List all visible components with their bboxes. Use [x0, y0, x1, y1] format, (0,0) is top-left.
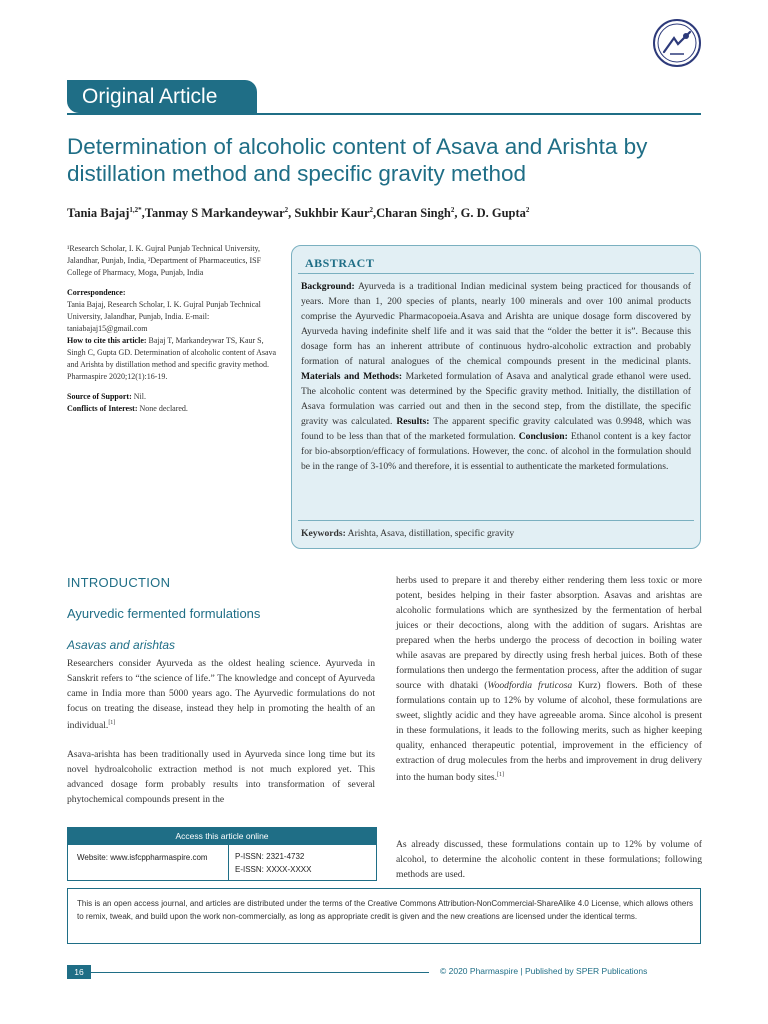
- citation: [67, 335, 277, 383]
- body-paragraph: [67, 656, 375, 733]
- section-heading: INTRODUCTION: [67, 575, 171, 590]
- keywords-rule: [298, 520, 694, 521]
- access-divider: [228, 845, 229, 880]
- license-text: This is an open access journal, and articles are distributed under the terms of the Creative Commons Attribution-NonCommercial-ShareAlike 4.0 License, which allows others to remix, tweak, and build upon the work non-commercially, as long as appropriate credit is given and the new creations are licensed under the identical terms.: [77, 899, 693, 921]
- access-online-heading: Access this article online: [68, 828, 376, 845]
- author-name: G. D. Gupta: [460, 206, 526, 221]
- author-affiliation-mark: 2: [284, 206, 289, 214]
- body-paragraph: As already discussed, these formulations contain up to 12% by volume of alcohol, to determine the alcoholic content in these formulations; following methods are used.: [396, 839, 702, 880]
- species-name: Woodfordia fruticosa: [487, 680, 573, 691]
- citation-text: Bajaj T, Markandeywar TS, Kaur S, Singh C, Gupta GD. Determination of alcoholic content of Asava and Arishta by distillation method and specific gravity method. Pharmaspire 2020;12(1):16-19.: [67, 336, 277, 381]
- print-issn: P-ISSN: 2321-4732: [235, 852, 305, 861]
- body-paragraph: Asava-arishta has been traditionally used in Ayurveda since long time but its novel hydroalcoholic extraction method is not much explored yet. This advanced dosage form probably results into transformation of several phytochemical compounds present in the: [67, 749, 375, 805]
- methods-label: Materials and Methods:: [301, 371, 403, 382]
- correspondence: [67, 287, 277, 335]
- author-affiliation-mark: 2: [450, 206, 455, 214]
- abstract-body: [301, 279, 691, 474]
- subsubsection-heading: Asavas and arishtas: [67, 638, 176, 652]
- subsection-heading: Ayurvedic fermented formulations: [67, 606, 261, 621]
- author-affiliation-mark: 2: [525, 206, 530, 214]
- affiliations: ¹Research Scholar, I. K. Gujral Punjab Technical University, Jalandhar, Punjab, India, ²Department of Pharmaceutics, ISF College of Pharmacy, Moga, Punjab, India: [67, 244, 262, 277]
- abstract-rule: [298, 273, 694, 274]
- article-type-label: Original Article: [82, 85, 218, 108]
- correspondence-text: Tania Bajaj, Research Scholar, I. K. Gujral Punjab Technical University, Jalandhar, Punjab, India. E-mail: taniabajaj15@gmail.com: [67, 300, 261, 333]
- paragraph-text: Kurz) flowers. Both of these formulations contain up to 12% by volume of alcohol, these formulations are sweet, slightly acidic and they have agreeable aroma. Since alcohol is present in these formulations, it leads to the following merits, such as higher keeping quality, enhanced therapeutic potential, improvement in the efficiency of extraction of drug molecules from the herbs and improvement in drug delivery into the human body sites.: [396, 680, 702, 784]
- header-rule: [67, 113, 701, 115]
- conflicts-label: Conflicts of Interest:: [67, 404, 138, 413]
- abstract-heading: ABSTRACT: [305, 256, 375, 270]
- author-name: Tania Bajaj: [67, 206, 130, 221]
- footer-copyright: © 2020 Pharmaspire | Published by SPER Publications: [440, 966, 648, 976]
- author-list: Tania Bajaj$^{1,2*}$,Tanmay S Markandeywar$^2$, Sukhbir Kaur$^2$,Charan Singh$^2$, G. D. Gupta$^2$: [67, 206, 530, 221]
- footer-rule: [91, 972, 429, 973]
- article-title: Determination of alcoholic content of Asava and Arishta by distillation method and specific gravity method: [67, 134, 648, 186]
- citation-ref: [1]: [497, 772, 504, 778]
- article-info-column: [67, 243, 277, 415]
- paragraph-text: herbs used to prepare it and thereby either rendering them less toxic or more potent, besides helping in their faster absorption. Asavas and arishtas are alcoholic formulations which are synthesized by the fermentation of herbal juices or their decoctions, along with the addition of sugars. Arishtas are prepared when the herbs undergo the process of decoction in boiling water while asavas are prepared by directly using fresh herbal juices. Both of these formulations then undergo the fermentation process, after the addition of sugar source with dhataki (: [396, 575, 702, 691]
- author-name: Charan Singh: [376, 206, 451, 221]
- support-text: Nil.: [133, 392, 146, 401]
- author-affiliation-mark: 1,2*: [129, 206, 142, 214]
- author-affiliation-mark: 2: [369, 206, 374, 214]
- conclusion-text: Ethanol content is a key factor for bio-absorption/efficacy of formulations. However, the conc. of alcohol in the formulation should be in the range of 3-10% and therefore, it is essential to authenticate the marketed formulations.: [301, 431, 691, 472]
- support-label: Source of Support:: [67, 392, 132, 401]
- journal-logo: [652, 18, 702, 68]
- correspondence-label: Correspondence:: [67, 288, 126, 297]
- paragraph-text: Researchers consider Ayurveda as the oldest healing science. Ayurveda in Sanskrit refers to “the science of life.” The knowledge and concept of Ayurveda came in India more than 5000 years ago. The Ayurvedic formulations do not focus on treating the disease, instead they help in promoting the health of an individual.: [67, 658, 375, 732]
- support-conflicts: [67, 391, 277, 415]
- background-label: Background:: [301, 281, 355, 292]
- page-number: 16: [67, 965, 91, 979]
- keywords-text: Arishta, Asava, distillation, specific gravity: [347, 528, 515, 539]
- keywords-label: Keywords:: [301, 528, 346, 539]
- author-name: Sukhbir Kaur: [294, 206, 370, 221]
- results-text: The apparent specific gravity calculated was 0.9948, which was found to be less than that of the marketed formulation.: [301, 416, 691, 442]
- results-label: Results:: [396, 416, 430, 427]
- conflicts-text: None declared.: [139, 404, 188, 413]
- methods-text: Marketed formulation of Asava and analytical grade ethanol were used. The alcoholic content was determined by the Specific gravity method. Initially, the distillation of Asava formulation was carried out and then in the second step, from the distillate, the specific gravity was calculated.: [301, 371, 691, 427]
- author-name: Tanmay S Markandeywar: [144, 206, 285, 221]
- citation-label: How to cite this article:: [67, 336, 147, 345]
- conclusion-label: Conclusion:: [518, 431, 568, 442]
- journal-website-link[interactable]: Website: www.isfcppharmaspire.com: [77, 853, 208, 862]
- electronic-issn: E-ISSN: XXXX-XXXX: [235, 865, 312, 874]
- background-text: Ayurveda is a traditional Indian medicinal system being practiced for thousands of years. More than 1, 200 species of plants, nearly 100 minerals and over 100 animal products comprise the Ayurvedic Pharmacopoeia.Asava and Arishta are unique dosage form discovered by Ayurveda having indefinite shelf life and it was said that the “older the better it is”. Because this dosage form has an inherent attribute of continuous hydro-alcoholic extraction and probably formation of natural analogues of the chemical compounds present in the medicinal plants.: [301, 281, 691, 367]
- citation-ref: [1]: [108, 720, 116, 726]
- keywords: [301, 528, 691, 539]
- body-paragraph: [396, 573, 702, 785]
